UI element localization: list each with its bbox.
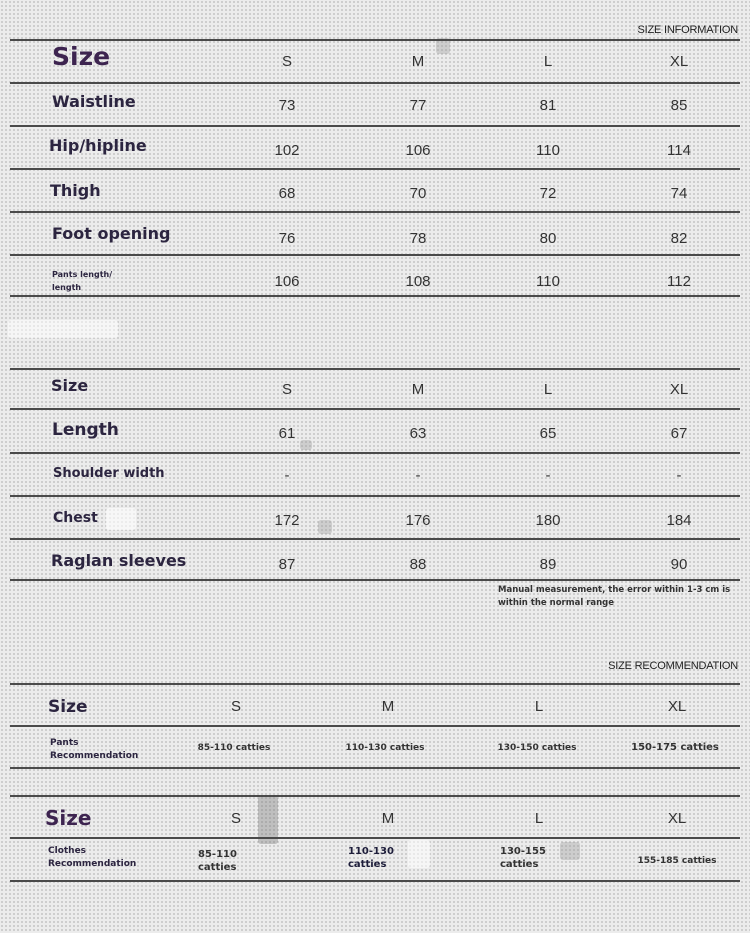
pants-size-s: S [281,53,293,70]
foot-opening-m: 78 [409,230,427,247]
top-size-l: L [543,381,553,398]
chest-l: 180 [535,512,561,529]
thigh-l: 72 [539,185,557,202]
pants-rec-size-xl: XL [667,698,687,715]
pants-rec-m: 110-130 catties [345,743,425,753]
divider [10,795,740,797]
chest-xl: 184 [666,512,692,529]
raglan-xl: 90 [670,556,688,573]
row-label-chest: Chest [53,510,98,526]
divider [10,82,740,84]
foot-opening-l: 80 [539,230,557,247]
waistline-m: 77 [409,97,427,114]
hip-m: 106 [405,142,431,159]
raglan-s: 87 [278,556,296,573]
pants-rec-s: 85-110 catties [197,743,271,753]
top-size-xl: XL [669,381,689,398]
shoulder-s: - [284,467,290,484]
foot-opening-xl: 82 [670,230,688,247]
pants-rec-label-line2: Recommendation [50,751,139,761]
row-label-length: Length [52,420,119,440]
length-s: 61 [278,425,296,442]
clothes-rec-l-line2: catties [500,859,539,870]
length-m: 63 [409,425,427,442]
pants-rec-l: 130-150 catties [497,743,577,753]
measurement-note [498,584,730,610]
clothes-rec-s-line2: catties [198,862,237,873]
pants-length-line1: Pants length/ [52,270,113,279]
thigh-xl: 74 [670,185,688,202]
divider [10,39,740,41]
top-size-s: S [281,381,293,398]
raglan-l: 89 [539,556,557,573]
row-label-shoulder-width: Shoulder width [53,466,165,481]
thigh-m: 70 [409,185,427,202]
divider [10,538,740,540]
divider [10,495,740,497]
pants-length-s: 106 [274,273,300,290]
top-size-m: M [411,381,425,398]
texture-smudge [560,842,580,860]
pants-length-l: 110 [536,273,560,290]
row-label-raglan-sleeves: Raglan sleeves [51,551,187,570]
clothes-rec-label [48,845,136,871]
pants-rec-xl: 150-175 catties [631,742,719,753]
pants-size-xl: XL [669,53,689,70]
pants-rec-size-l: L [534,698,544,715]
clothes-rec-m [348,845,394,871]
clothes-rec-s-line1: 85-110 [198,849,237,860]
waistline-s: 73 [278,97,296,114]
pants-size-m: M [411,53,425,70]
clothes-rec-size-xl: XL [667,810,687,827]
clothes-rec-m-line2: catties [348,859,387,870]
length-xl: 67 [670,425,688,442]
clothes-rec-label-line2: Recommendation [48,859,137,869]
row-label-hip: Hip/hipline [49,136,147,155]
waistline-l: 81 [539,97,557,114]
clothes-rec-l-line1: 130-155 [500,846,546,857]
divider [10,452,740,454]
divider [10,837,740,839]
texture-smudge [106,508,136,530]
pants-size-l: L [543,53,553,70]
shoulder-l: - [545,467,551,484]
clothes-rec-size-m: M [381,810,395,827]
pants-length-m: 108 [405,273,431,290]
foot-opening-s: 76 [278,230,296,247]
chest-m: 176 [405,512,431,529]
hip-xl: 114 [667,142,691,159]
pants-rec-size-m: M [381,698,395,715]
row-label-waistline: Waistline [52,92,136,111]
clothes-rec-xl: 155-185 catties [637,856,717,866]
top-size-label: Size [51,376,89,395]
divider [10,725,740,727]
section-title-size-recommendation: SIZE RECOMMENDATION [608,660,738,672]
divider [10,168,740,170]
pants-rec-label-line1: Pants [50,738,79,748]
row-label-thigh: Thigh [50,181,101,200]
pants-rec-label [50,737,138,763]
divider [10,408,740,410]
divider [10,767,740,769]
waistline-xl: 85 [670,97,688,114]
pants-rec-size-s: S [230,698,242,715]
thigh-s: 68 [278,185,296,202]
texture-smudge [408,840,430,868]
row-label-foot-opening: Foot opening [52,224,171,243]
divider [10,125,740,127]
divider [10,683,740,685]
chest-s: 172 [274,512,300,529]
shoulder-m: - [415,467,421,484]
clothes-rec-m-line1: 110-130 [348,846,394,857]
clothes-rec-size-label: Size [45,806,92,830]
clothes-rec-l [500,845,546,871]
hip-s: 102 [274,142,300,159]
hip-l: 110 [536,142,560,159]
texture-smudge [300,440,312,450]
raglan-m: 88 [409,556,427,573]
clothes-rec-label-line1: Clothes [48,846,87,856]
divider [10,368,740,370]
pants-length-line2: length [52,283,82,292]
length-l: 65 [539,425,557,442]
texture-smudge [8,320,118,338]
clothes-rec-size-l: L [534,810,544,827]
divider [10,579,740,581]
measurement-note-line2: within the normal range [498,598,615,608]
measurement-note-line1: Manual measurement, the error within 1-3 cm is [498,585,731,595]
divider [10,211,740,213]
divider [10,295,740,297]
clothes-rec-size-s: S [230,810,242,827]
pants-length-xl: 112 [667,273,691,290]
shoulder-xl: - [676,467,682,484]
texture-smudge [318,520,332,534]
section-title-size-information: SIZE INFORMATION [637,24,738,36]
clothes-rec-s [198,848,237,874]
pants-rec-size-label: Size [48,697,88,717]
divider [10,254,740,256]
row-label-pants-length [52,268,112,294]
divider [10,880,740,882]
pants-size-label: Size [52,42,111,71]
